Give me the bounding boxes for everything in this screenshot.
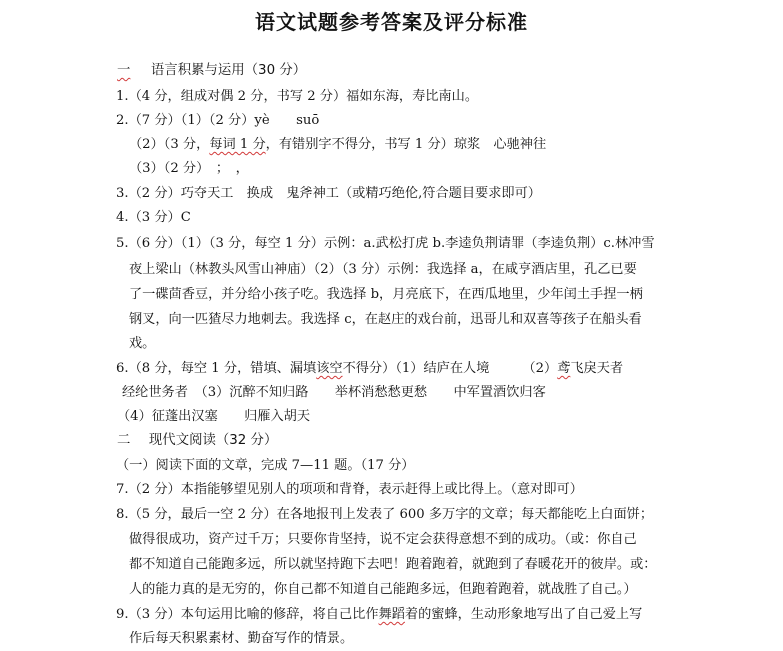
answer-q8-line2: 做得很成功，资产过千万；只要你肯坚持，说不定会获得意想不到的成功。（或：你自己 — [129, 532, 637, 547]
answer-q9-line2: 作后每天积累素材、勤奋写作的情景。 — [129, 631, 354, 646]
answer-q6-line1-part-a: 6.（8 分，每空 1 分，错填、漏填 — [116, 361, 317, 376]
answer-q6-line1-part-c: 飞戾天者 — [570, 361, 624, 376]
answer-q6-line1-marked: 该空 — [316, 361, 343, 376]
answer-q3: 3.（2 分）巧夺天工 换成 鬼斧神工（或精巧绝伦,符合题目要求即可） — [116, 186, 541, 201]
answer-q5-line4: 钢叉，向一匹猹尽力地刺去。我选择 c，在赵庄的戏台前，迅哥儿和双喜等孩子在船头看 — [129, 312, 642, 327]
reading-part-1-instruction: （一）阅读下面的文章，完成 7—11 题。（17 分） — [116, 458, 415, 473]
answer-q7: 7.（2 分）本指能够望见别人的项项和背脊，表示赶得上或比得上。（意对即可） — [116, 482, 583, 497]
answer-q2-line3: （3）（2 分） ； ， — [129, 161, 249, 176]
section-heading-1 — [117, 62, 306, 80]
answer-q8-line4: 人的能力真的是无穷的，你自己都不知道自己能跑多远，但跑着跑着，就战胜了自己。） — [129, 582, 637, 597]
answer-q6-line1-part-b: 不得分）（1）结庐在人境 （2） — [342, 361, 558, 376]
answer-q6-line2: 经纶世务者 （3）沉醉不知归路 举杯消愁愁更愁 中军置酒饮归客 — [122, 385, 546, 400]
answer-q9-line1-marked: 舞蹈 — [378, 607, 405, 622]
answer-q6-line3: （4）征蓬出汉塞 归雁入胡天 — [117, 409, 311, 424]
section-number-2: 二 — [117, 433, 131, 448]
answer-q9-line1-part-b: 着的蜜蜂，生动形象地写出了自己爱上写 — [404, 607, 643, 622]
answer-q2-line2 — [129, 136, 546, 154]
answer-q5-line2: 夜上梁山（林教头风雪山神庙）（2）（3 分）示例：我选择 a，在咸亨酒店里，孔乙已要 — [129, 262, 637, 277]
answer-q1: 1.（4 分，组成对偶 2 分，书写 2 分）福如东海，寿比南山。 — [116, 89, 479, 104]
answer-q6-line1-marked-2: 鸢 — [557, 361, 571, 376]
answer-q4: 4.（3 分）C — [116, 210, 191, 225]
section-title-1: 语言积累与运用（30 分） — [150, 63, 307, 78]
answer-q8-line1: 8.（5 分，最后一空 2 分）在各地报刊上发表了 600 多万字的文章；每天都能吃上白面饼； — [116, 507, 654, 522]
answer-q9-line1-part-a: 9.（3 分）本句运用比喻的修辞，将自己比作 — [116, 607, 379, 622]
answer-q5-line1: 5.（6 分）（1）（3 分，每空 1 分）示例：a.武松打虎 b.李逵负荆请罪（李逵负荆）c.林冲雪 — [116, 236, 655, 251]
answer-q5-line3: 了一碟茴香豆，并分给小孩子吃。我选择 b，月亮底下，在西瓜地里，少年闰土手捏一柄 — [129, 287, 643, 302]
section-title-2: 现代文阅读（32 分） — [148, 433, 278, 448]
answer-q2-line2-part-b: ，有错别字不得分，书写 1 分）琼浆 心驰神往 — [265, 137, 547, 152]
answer-q8-line3: 都不知道自己能跑多远，所以就坚持跑下去吧！跑着跑着，就跑到了春暖花开的彼岸。或： — [129, 557, 657, 572]
section-number-1: 一 — [117, 63, 131, 78]
answer-q2-line2-part-a: （2）（3 分， — [129, 137, 210, 152]
answer-q5-line5: 戏。 — [129, 336, 156, 351]
section-heading-2 — [117, 432, 277, 450]
answer-q2-line2-marked: 每词 1 分 — [209, 137, 266, 152]
answer-q9-line1 — [116, 606, 642, 624]
answer-q6-line1 — [116, 360, 623, 378]
page-title: 语文试题参考答案及评分标准 — [255, 10, 528, 34]
answer-q2-line1: 2.（7 分）（1）（2 分）yè suō — [116, 113, 320, 128]
